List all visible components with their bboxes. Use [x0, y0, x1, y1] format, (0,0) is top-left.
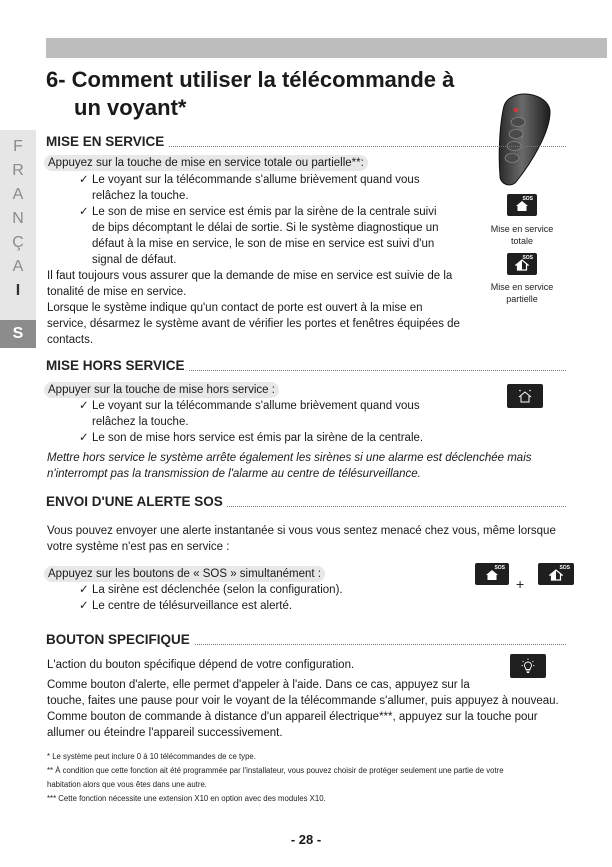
button-specific-image — [510, 654, 546, 678]
paragraph: L'action du bouton spécifique dépend de votre configuration. — [47, 659, 355, 671]
paragraph: Il faut toujours vous assurer que la demande de mise en service est suivie de la tonalité de mise en service. Lorsque le système indique qu'un contact de porte est ouvert à la mise en service, désarmez le système avant de vérifier les portes et fenêtres équipées de contacts. — [47, 270, 460, 346]
sidebar-letter: A — [12, 186, 24, 203]
page-number: - 28 - — [290, 832, 322, 847]
button-arm-partial-image: SOS — [507, 253, 537, 275]
open-house-icon — [517, 389, 533, 404]
footnote: ** À condition que cette fonction ait été programmée par l'installateur, vous pouvez choisir de protéger seulement une partie de votre — [47, 766, 504, 775]
half-house-icon — [515, 259, 529, 271]
button-sos-left-image: SOS — [475, 563, 509, 585]
button-disarm-image — [507, 384, 543, 408]
list-item: ✓ Le voyant sur la télécommande s'allume brièvement quand vous relâchez la touche. — [79, 400, 420, 428]
footnotes — [47, 750, 587, 806]
caption-mise-en-service-partielle: Mise en service partielle — [490, 282, 554, 304]
paragraph: Comme bouton d'alerte, elle permet d'appeler à l'aide. Dans ce cas, appuyez sur la touche, faites une pause pour voir le voyant de la télécommande s'allumer, puis appuyez à nouveau. Comme bouton de commande à distance d'un appareil électrique***, appuyez sur la touche pour allumer ou éteindre l'appareil successivement. — [47, 679, 559, 739]
sidebar-letter-active: S — [0, 320, 36, 348]
heading-envoi-alerte-sos: ENVOI D'UNE ALERTE SOS — [46, 494, 566, 510]
instruction-mise-hors-service: Appuyer sur la touche de mise hors service : — [44, 382, 279, 398]
footnote: *** Cette fonction nécessite une extension X10 en option avec des modules X10. — [47, 794, 326, 803]
footnote: habitation alors que vous êtes dans une autre. — [47, 780, 207, 789]
light-bulb-icon — [521, 658, 535, 674]
instruction-alerte-sos: Appuyez sur les boutons de « SOS » simultanément : — [44, 566, 325, 582]
title-line-2: un voyant* — [74, 95, 187, 120]
heading-mise-hors-service: MISE HORS SERVICE — [46, 358, 566, 374]
paragraph: Vous pouvez envoyer une alerte instantanée si vous vous sentez menacé chez vous, même lorsque votre système n'est pas en service : — [47, 525, 556, 553]
list-item: ✓ Le voyant sur la télécommande s'allume brièvement quand vous relâchez la touche. — [79, 174, 420, 202]
instruction-mise-en-service: Appuyez sur la touche de mise en service totale ou partielle**: — [44, 155, 368, 171]
caption-mise-en-service-totale: Mise en service totale — [490, 224, 554, 246]
page-title — [46, 66, 476, 122]
plus-sign: + — [516, 576, 525, 592]
sidebar-letter: Ç — [12, 234, 24, 251]
sidebar-letter: A — [12, 258, 24, 275]
header-bar — [46, 38, 607, 58]
button-arm-total-image: SOS — [507, 194, 537, 216]
list-item: ✓ Le centre de télésurveillance est alerté. — [79, 600, 293, 612]
sidebar-letter: N — [12, 210, 24, 227]
house-icon — [485, 569, 499, 581]
note-mise-hors-service: Mettre hors service le système arrête également les sirènes si une alarme est déclenchée mais n'interrompt pas la transmission de l'alarme au centre de télésurveillance. — [47, 452, 532, 480]
title-line-1: 6- Comment utiliser la télécommande à — [46, 67, 455, 92]
list-item: ✓ Le son de mise hors service est émis par la sirène de la centrale. — [79, 432, 424, 444]
house-icon — [515, 200, 529, 212]
footnote: * Le système peut inclure 0 à 10 télécommandes de ce type. — [47, 752, 256, 761]
sidebar-letter: I — [15, 282, 21, 299]
heading-mise-en-service: MISE EN SERVICE — [46, 134, 566, 150]
half-house-icon — [549, 569, 563, 581]
sidebar-letter: R — [12, 162, 24, 179]
list-item: ✓ Le son de mise en service est émis par la sirène de la centrale suivi de bips décomptant le délai de sortie. Si le système diagnostique un défaut à la mise en service, le son de mise en service est suivi d'un signal de défaut. — [79, 206, 439, 266]
list-item: ✓ La sirène est déclenchée (selon la configuration). — [79, 584, 343, 596]
button-sos-right-image: SOS — [538, 563, 574, 585]
sidebar-letter: F — [13, 138, 23, 155]
language-sidebar — [0, 130, 36, 348]
heading-bouton-specifique: BOUTON SPECIFIQUE — [46, 632, 566, 648]
